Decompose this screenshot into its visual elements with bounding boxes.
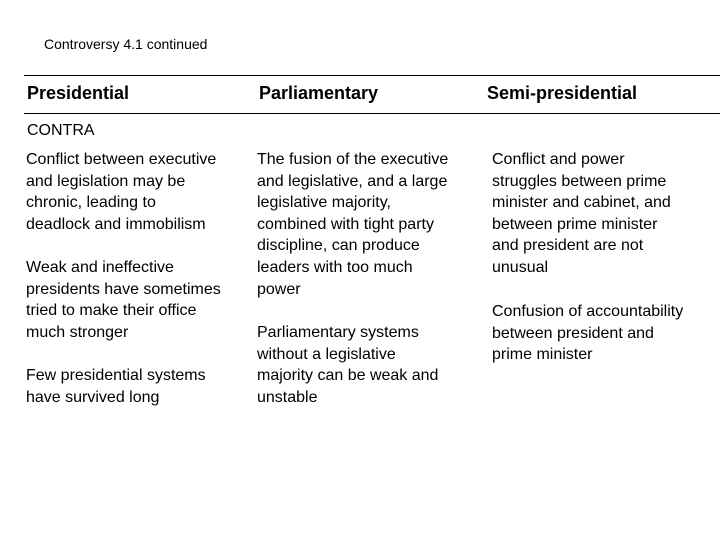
column-header-presidential: Presidential: [27, 83, 130, 103]
presidential-point-weak-presidents: Weak and ineffective presidents have sometimes tried to make their office much stronger: [26, 259, 221, 341]
column-header-semi-presidential: Semi-presidential: [487, 83, 638, 103]
semi-presidential-point-conflict: Conflict and power struggles between prime minister and cabinet, and between prime minister and president are not unusual: [492, 151, 671, 276]
presidential-point-deadlock: Conflict between executive and legislation may be chronic, leading to deadlock and immobilism: [26, 151, 217, 233]
table-caption: Controversy 4.1 continued: [44, 36, 208, 52]
semi-presidential-point-accountability: Confusion of accountability between president and prime minister: [492, 303, 684, 364]
parliamentary-point-fusion: The fusion of the executive and legislative, and a large legislative majority, combined with tight party discipline, can produce leaders with too much power: [257, 151, 449, 298]
header-top-rule: [24, 75, 720, 76]
presidential-point-survival: Few presidential systems have survived long: [26, 367, 206, 406]
section-label-contra: CONTRA: [27, 122, 95, 139]
parliamentary-point-no-majority: Parliamentary systems without a legislative majority can be weak and unstable: [257, 324, 439, 406]
column-header-parliamentary: Parliamentary: [259, 83, 379, 103]
header-bottom-rule: [24, 113, 720, 114]
